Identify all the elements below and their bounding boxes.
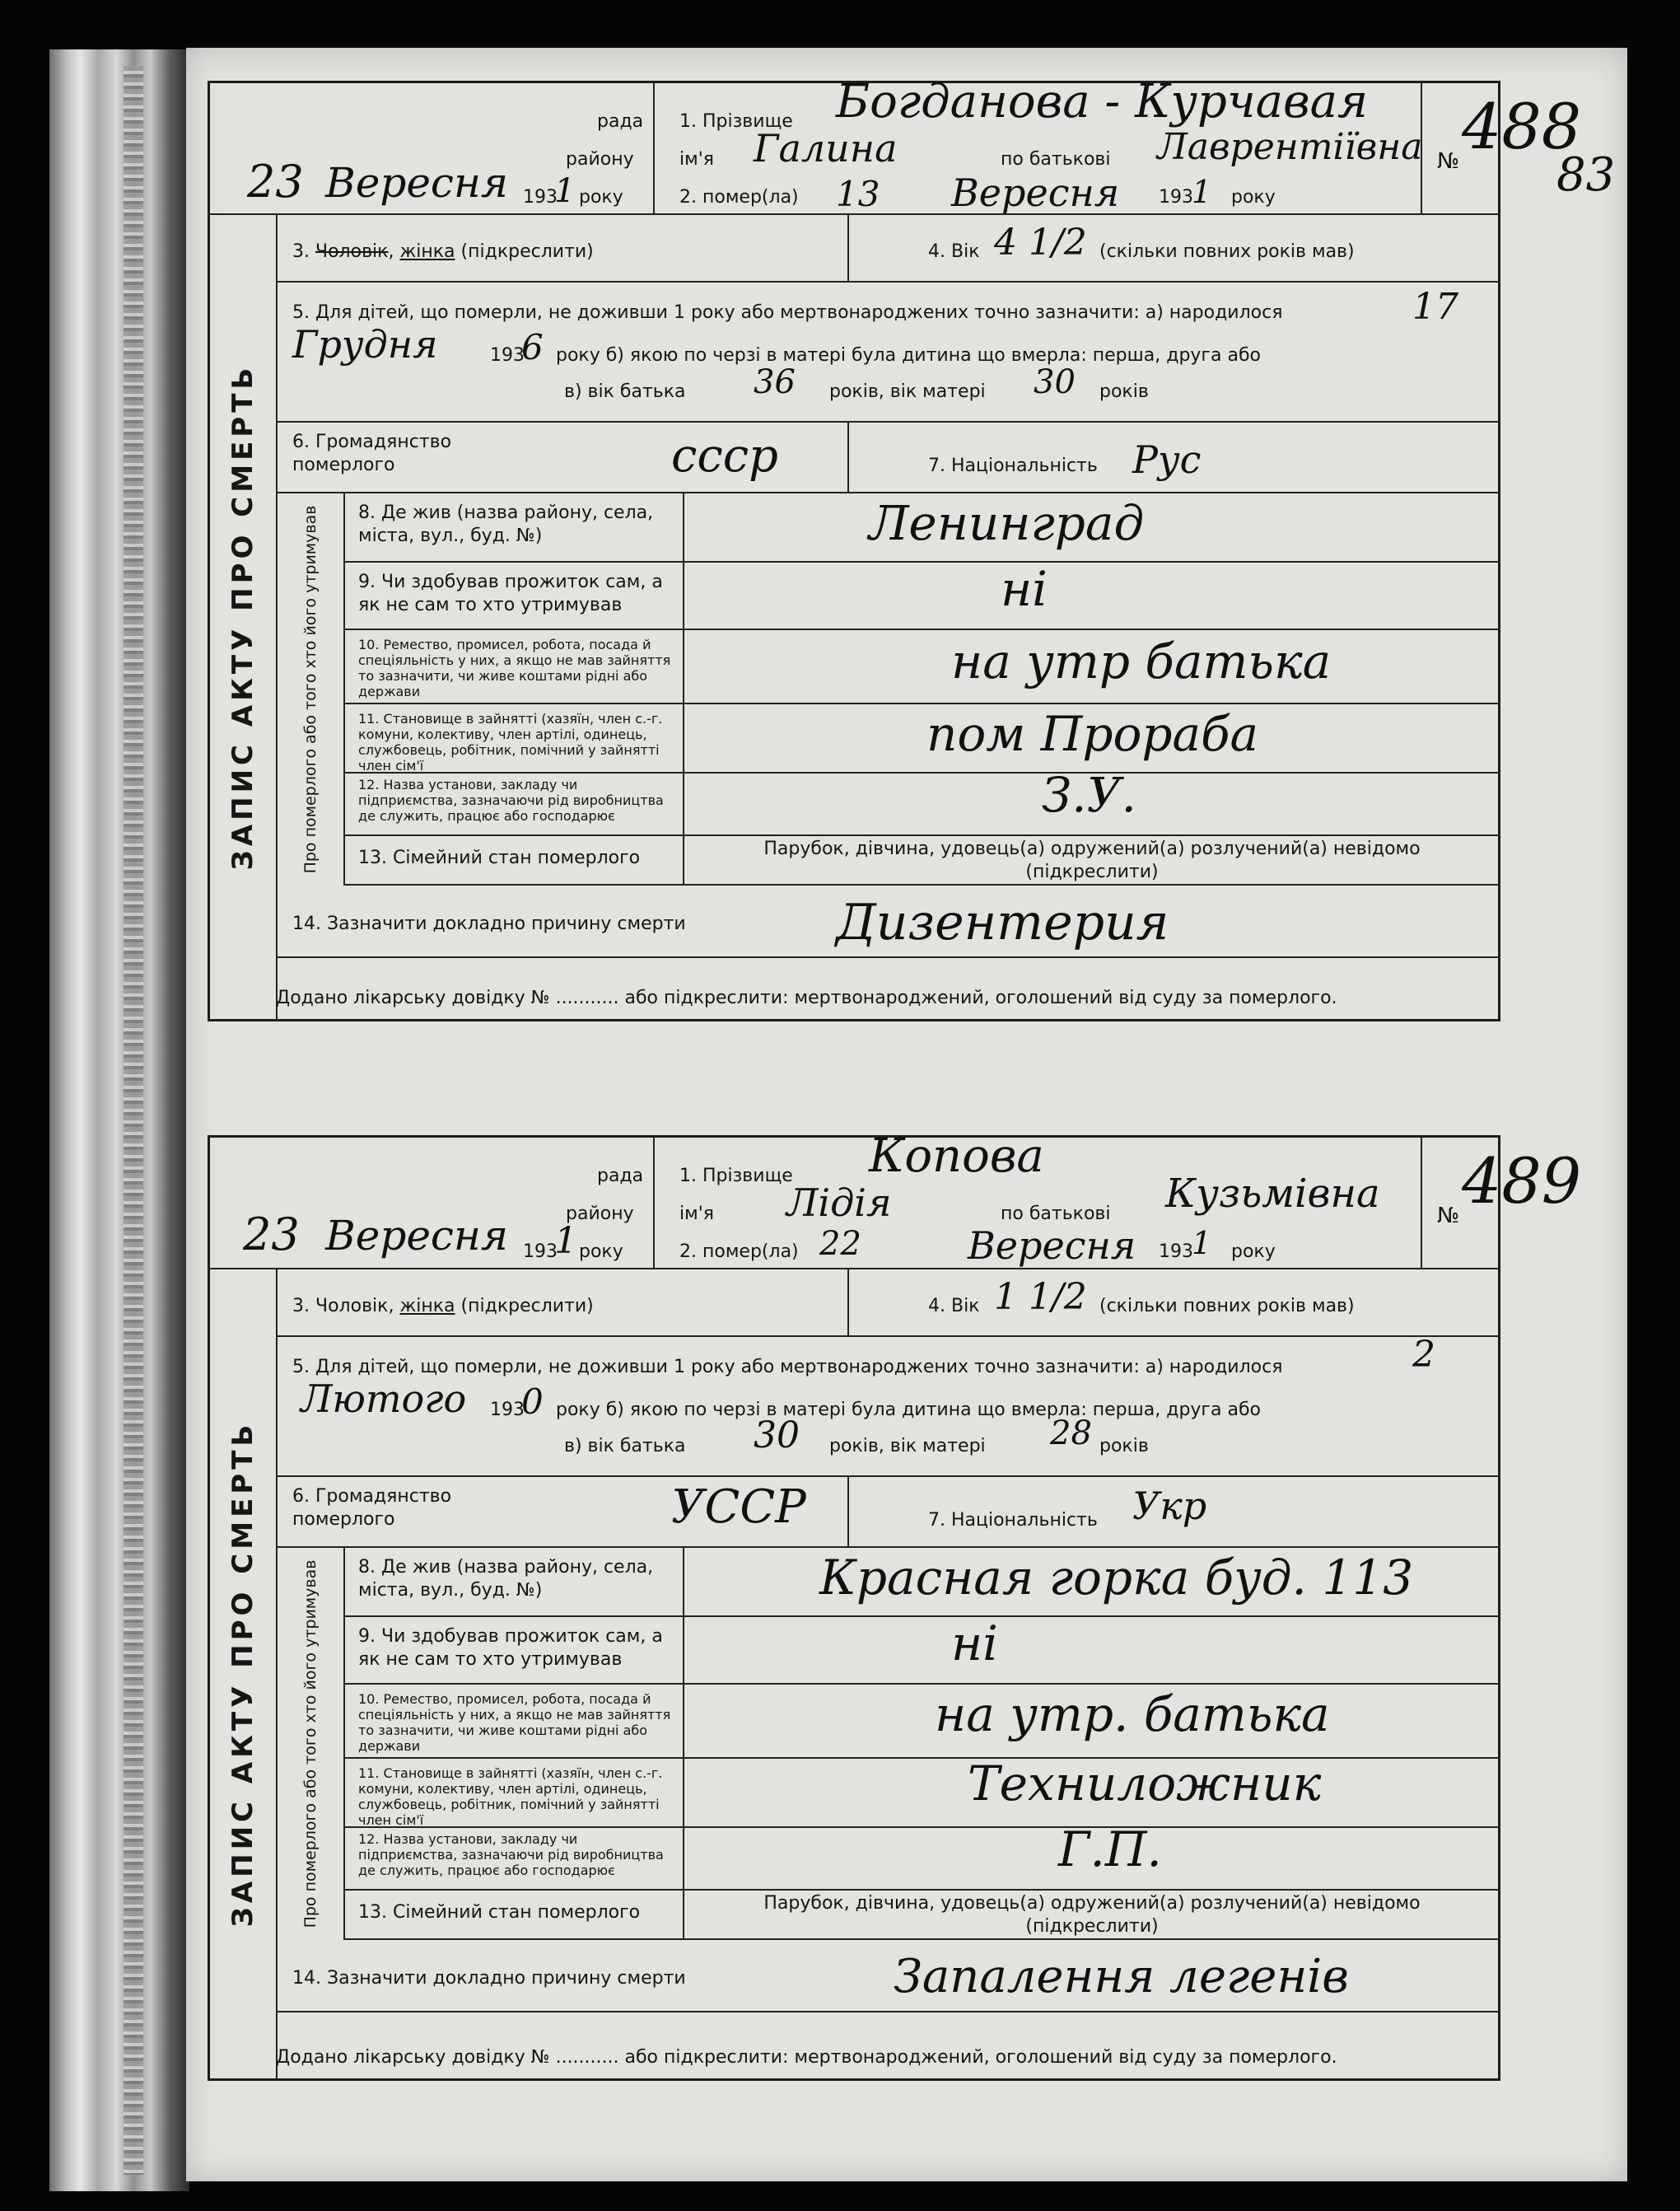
rada-label: рада — [597, 111, 644, 132]
book-binding — [49, 49, 189, 2191]
surname-label-2: 1. Прізвище — [679, 1166, 793, 1186]
citizenship-label-2: 6. Громадянство померлого — [292, 1486, 452, 1530]
reg-year-digit-2: 1 — [554, 1220, 577, 1262]
children-roky-2: років — [1099, 1436, 1149, 1456]
age-value-2: 1 1/2 — [994, 1276, 1087, 1318]
death-roku-label-2: року — [1231, 1241, 1276, 1262]
q8-label-2: 8. Де жив (назва району, села, міста, вул., буд. №) — [358, 1557, 654, 1601]
name-value: Галина — [754, 126, 898, 171]
q13-label-2: 13. Сімейний стан померлого — [358, 1902, 641, 1923]
name-label-2: ім'я — [679, 1204, 714, 1224]
q12-label-2: 12. Назва установи, закладу чи підприємства, зазначаючи рід виробництва де служить, працює або господарює — [358, 1831, 664, 1878]
children-line-2: року б) якою по черзі в матері була дитина що вмерла: перша, друга або — [556, 345, 1261, 366]
sub-side-label-2: Про померлого або того хто його утримував — [278, 1548, 345, 1940]
self-support-value-2: ні — [951, 1615, 998, 1671]
surname-label: 1. Прізвище — [679, 111, 793, 132]
record-no-value-2: 489 — [1462, 1144, 1582, 1218]
born-year-prefix-2: 193 — [490, 1400, 525, 1420]
death-record-form-2 — [208, 1129, 1582, 2081]
name-value-2: Лідія — [786, 1180, 892, 1225]
q11-label: 11. Становище в зайнятті (хазяїн, член с.-г. комуни, колективу, член артілі, одинець, службовець, робітник, помічний у зайнятті член сім'ї — [358, 711, 663, 774]
death-month: Вересня — [951, 171, 1120, 215]
nationality-label-2: 7. Національність — [928, 1510, 1098, 1531]
death-month-2: Вересня — [968, 1223, 1136, 1268]
children-father-label-2: в) вік батька — [564, 1436, 686, 1456]
record-no-label-2: № — [1437, 1204, 1460, 1228]
name-label: ім'я — [679, 149, 714, 170]
death-record-form-1 — [208, 75, 1582, 1021]
sex-label: 3. Чоловік, жінка (підкреслити) — [292, 241, 594, 262]
nationality-value: Рус — [1132, 437, 1202, 482]
surname-value: Богданова - Курчавая — [836, 75, 1369, 129]
occupation-value: на утр батька — [951, 633, 1332, 689]
position-value: пом Прораба — [926, 706, 1259, 762]
roku-label: року — [579, 187, 623, 208]
children-line-2-2: року б) якою по черзі в матері була дитина що вмерла: перша, друга або — [556, 1400, 1261, 1420]
death-year-prefix-2: 193 — [1159, 1241, 1193, 1262]
self-support-value: ні — [1001, 561, 1048, 617]
q10-label: 10. Ремество, промисел, робота, посада й спеціяльність у них, а якщо не мав зайняття то зазначити, чи живе коштами рідні або держави — [358, 637, 671, 699]
sex-label-2: 3. Чоловік, жінка (підкреслити) — [292, 1296, 594, 1316]
surname-value-2: Копова — [869, 1129, 1044, 1183]
year-prefix-2: 193 — [523, 1241, 558, 1262]
q8-label: 8. Де жив (назва району, села, міста, вул., буд. №) — [358, 502, 654, 546]
children-roky: років — [1099, 381, 1149, 402]
children-father-label: в) вік батька — [564, 381, 686, 402]
reg-year-digit: 1 — [554, 172, 576, 210]
born-month: Грудня — [292, 322, 438, 367]
institution-value: З.У. — [1042, 767, 1136, 823]
side-title: ЗАПИС АКТУ ПРО СМЕРТЬ — [210, 215, 278, 1019]
institution-value-2: Г.П. — [1058, 1821, 1162, 1877]
died-label-2: 2. помер(ла) — [679, 1241, 799, 1262]
born-year-digit-2: 0 — [521, 1381, 544, 1422]
cause-value-2: Запалення легенів — [894, 1950, 1349, 2003]
father-age: 36 — [754, 363, 796, 401]
side-title-2: ЗАПИС АКТУ ПРО СМЕРТЬ — [210, 1269, 278, 2078]
reg-day-2: 23 — [243, 1208, 300, 1260]
father-age-2: 30 — [754, 1414, 800, 1456]
patronymic-label-2: по батькові — [1001, 1204, 1111, 1224]
q14-label-2: 14. Зазначити докладно причину смерти — [292, 1968, 686, 1989]
q14-label: 14. Зазначити докладно причину смерти — [292, 914, 686, 934]
death-year-prefix: 193 — [1159, 187, 1193, 208]
marital-options: Парубок, дівчина, удовець(а) одружений(а) розлучений(а) невідомо (підкреслити) — [763, 839, 1421, 882]
children-mother-label: років, вік матері — [829, 381, 986, 402]
died-label: 2. помер(ла) — [679, 187, 799, 208]
margin-mark: 83 — [1556, 148, 1616, 202]
age-label: 4. Вік — [928, 241, 980, 262]
death-roku-label: року — [1231, 187, 1276, 208]
record-no-label: № — [1437, 149, 1460, 174]
children-mother-label-2: років, вік матері — [829, 1436, 986, 1456]
born-year-digit: 6 — [521, 327, 544, 367]
patronymic-value: Лаврентіївна — [1157, 126, 1423, 168]
footer-note-2: Додано лікарську довідку № ........... або підкреслити: мертвонароджений, оголошений від суду за померлого. — [276, 2047, 1337, 2068]
q12-label: 12. Назва установи, закладу чи підприємства, зазначаючи рід виробництва де служить, працює або господарює — [358, 777, 664, 824]
death-year-digit: 1 — [1192, 174, 1212, 210]
binding-edge — [124, 66, 143, 2175]
position-value-2: Техниложник — [968, 1755, 1322, 1811]
born-day: 17 — [1412, 286, 1458, 328]
occupation-value-2: на утр. батька — [935, 1686, 1330, 1742]
age-value: 4 1/2 — [994, 222, 1087, 264]
marital-options-2: Парубок, дівчина, удовець(а) одружений(а) розлучений(а) невідомо (підкреслити) — [763, 1893, 1421, 1937]
citizenship-value-2: УССР — [671, 1480, 806, 1534]
age-suffix-2: (скільки повних років мав) — [1099, 1296, 1355, 1316]
nationality-value-2: Укр — [1132, 1484, 1207, 1528]
reg-day: 23 — [247, 156, 304, 208]
citizenship-label: 6. Громадянство померлого — [292, 432, 452, 475]
record-no-value: 488 — [1462, 90, 1582, 163]
roku-label-2: року — [579, 1241, 623, 1262]
rada-label-2: рада — [597, 1166, 644, 1186]
reg-month-2: Вересня — [325, 1212, 508, 1260]
patronymic-value-2: Кузьмівна — [1165, 1171, 1380, 1217]
citizenship-value: ссср — [671, 429, 778, 483]
rayon-label-2: району — [566, 1204, 634, 1224]
rayon-label: району — [566, 149, 634, 170]
residence-value-2: Красная горка буд. 113 — [819, 1550, 1414, 1606]
death-day-2: 22 — [819, 1225, 861, 1263]
nationality-label: 7. Національність — [928, 456, 1098, 476]
age-label-2: 4. Вік — [928, 1296, 980, 1316]
patronymic-label: по батькові — [1001, 149, 1111, 170]
born-month-2: Лютого — [301, 1377, 467, 1421]
cause-value: Дизентерия — [836, 894, 1169, 951]
q13-label: 13. Сімейний стан померлого — [358, 848, 641, 868]
residence-value: Ленинград — [869, 495, 1145, 551]
q9-label: 9. Чи здобував прожиток сам, а як не сам то хто утримував — [358, 572, 663, 615]
mother-age-2: 28 — [1050, 1414, 1092, 1452]
q11-label-2: 11. Становище в зайнятті (хазяїн, член с.-г. комуни, колективу, член артілі, одинець, службовець, робітник, помічний у зайнятті член сім'ї — [358, 1765, 663, 1828]
born-year-prefix: 193 — [490, 345, 525, 366]
q9-label-2: 9. Чи здобував прожиток сам, а як не сам то хто утримував — [358, 1626, 663, 1670]
footer-note: Додано лікарську довідку № ........... або підкреслити: мертвонароджений, оголошений від суду за померлого. — [276, 988, 1337, 1008]
age-suffix: (скільки повних років мав) — [1099, 241, 1355, 262]
born-day-2: 2 — [1412, 1334, 1435, 1376]
year-prefix: 193 — [523, 187, 558, 208]
children-line-1-2: 5. Для дітей, що померли, не доживши 1 року або мертвонароджених точно зазначити: а) народилося — [292, 1357, 1283, 1377]
reg-month: Вересня — [325, 159, 508, 207]
sub-side-label: Про померлого або того хто його утримував — [278, 493, 345, 886]
death-year-digit-2: 1 — [1192, 1225, 1212, 1261]
q10-label-2: 10. Ремество, промисел, робота, посада й спеціяльність у них, а якщо не мав зайняття то зазначити, чи живе коштами рідні або держави — [358, 1691, 671, 1754]
death-day: 13 — [836, 174, 880, 214]
children-line-1: 5. Для дітей, що померли, не доживши 1 року або мертвонароджених точно зазначити: а) народилося — [292, 302, 1283, 323]
mother-age: 30 — [1034, 363, 1076, 401]
